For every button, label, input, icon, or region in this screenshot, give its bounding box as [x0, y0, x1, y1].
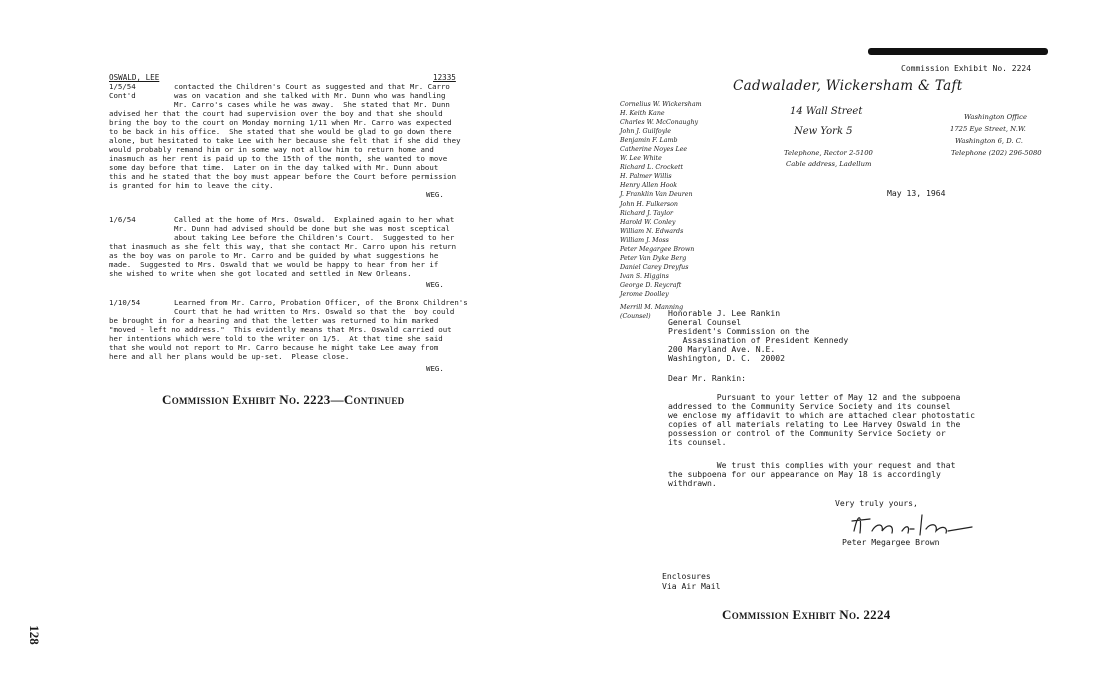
entry-line: Called at the home of Mrs. Oswald. Explained again to her what: [174, 215, 455, 224]
paragraph-line: we enclose my affidavit to which are attached clear photostatic: [668, 410, 975, 420]
partner-name: George D. Reycraft: [620, 281, 682, 289]
signature-mark: [848, 509, 988, 539]
partner-name: Cornelius W. Wickersham: [620, 101, 702, 108]
entry-line: advised her that the court had supervision over the boy and that she should: [109, 109, 443, 118]
washington-street: 1725 Eye Street, N.W.: [950, 125, 1026, 133]
addressee-line: Washington, D. C. 20002: [668, 353, 785, 363]
cable-address: Cable address, Ladellum: [786, 160, 872, 168]
partner-name: J. Franklin Van Deuren: [620, 191, 693, 199]
entry-line: Learned from Mr. Carro, Probation Officer, of the Bronx Children's: [174, 298, 468, 307]
address-line1: 14 Wall Street: [790, 106, 863, 117]
page-number: 128: [26, 625, 42, 645]
entry-line: made. Suggested to Mrs. Oswald that we would be happy to hear from her if: [109, 260, 439, 269]
washington-office: Washington Office: [964, 113, 1027, 121]
partner-name: W. Lee White: [620, 155, 662, 163]
entry-contd: Cont'd: [109, 91, 136, 100]
paragraph-line: withdrawn.: [668, 478, 717, 488]
entry-date: 1/5/54: [109, 82, 136, 91]
entry-initials: WEG.: [426, 190, 444, 199]
signer-name: Peter Megargee Brown: [842, 537, 940, 547]
washington-phone: Telephone (202) 296-5080: [951, 149, 1042, 157]
entry-line: to be back in his office. She stated that she would be glad to go down there: [109, 127, 452, 136]
partner-name: Benjamin F. Lamb: [620, 137, 678, 145]
paragraph-line: the subpoena for our appearance on May 18 is accordingly: [668, 469, 941, 479]
entry-line: Mr. Dunn had advised should be done but she was most sceptical: [174, 224, 450, 233]
partner-name: John J. Guilfoyle: [620, 128, 671, 136]
entry-line: some day before that time. Later on in the day talked with Mr. Dunn about: [109, 163, 439, 172]
entry-line: her intentions which were told to the writer on 1/5. At that time she said: [109, 334, 443, 343]
entry-line: as the boy was on parole to Mr. Carro and be guided by what suggestions he: [109, 251, 439, 260]
entry-line: inasmuch as her rent is paid up to the 15th of the month, she wanted to move: [109, 154, 448, 163]
addressee-line: Honorable J. Lee Rankin: [668, 308, 781, 318]
partner-name: H. Keith Kane: [620, 110, 665, 118]
left-caption: Commission Exhibit No. 2223—Continued: [162, 392, 405, 407]
partner-name: Richard J. Taylor: [620, 209, 674, 217]
entry-date: 1/10/54: [109, 298, 141, 307]
firm-name: Cadwalader, Wickersham & Taft: [733, 78, 963, 94]
entry-line: that inasmuch as she felt this way, that she contact Mr. Carro upon his return: [109, 242, 457, 251]
partner-name: Ivan S. Higgins: [620, 272, 669, 280]
entry-initials: WEG.: [426, 280, 444, 289]
addressee-line: General Counsel: [668, 317, 742, 327]
addressee-line: President's Commission on the: [668, 326, 810, 336]
partner-name: Henry Allen Hook: [620, 182, 678, 190]
header-bar: [868, 48, 1048, 55]
entry-line: be brought in for a hearing and that the letter was returned to him marked: [109, 316, 439, 325]
partner-name: Merrill M. Manning (Counsel): [620, 304, 684, 321]
via-air-mail: Via Air Mail: [662, 581, 721, 591]
entry-line: bring the boy to the court on Monday morning 1/11 when Mr. Carro was expected: [109, 118, 452, 127]
washington-city: Washington 6, D. C.: [955, 137, 1023, 145]
entry-line: is granted for him to leave the city.: [109, 181, 274, 190]
entry-line: alone, but hesitated to take Lee with her because she felt that if she did they: [109, 136, 461, 145]
paragraph-line: Pursuant to your letter of May 12 and the subpoena: [668, 392, 961, 402]
entry-line: Mr. Carro's cases while he was away. She stated that Mr. Dunn: [174, 100, 450, 109]
case-header-name: OSWALD, LEE: [109, 73, 160, 82]
entry-initials: WEG.: [426, 364, 444, 373]
entry-line: Court that he had written to Mrs. Oswald so that the boy could: [174, 307, 455, 316]
paragraph-line: possession or control of the Community Service Society or: [668, 428, 946, 438]
paragraph-line: copies of all materials relating to Lee Harvey Oswald in the: [668, 419, 961, 429]
paragraph-line: We trust this complies with your request and that: [668, 460, 956, 470]
entry-line: about taking Lee before the Children's Court. Suggested to her: [174, 233, 455, 242]
partner-name: H. Palmer Willis: [620, 173, 672, 181]
partner-name: Peter Van Dyke Berg: [620, 254, 687, 262]
partner-name: Harold W. Conley: [620, 218, 676, 226]
letter-date: May 13, 1964: [887, 188, 946, 198]
partner-name: Daniel Carey Dreyfus: [620, 263, 689, 271]
entry-line: would probably remand him or in some way not allow him to return home and: [109, 145, 434, 154]
partner-name: John H. Fulkerson: [620, 200, 678, 208]
entry-line: "moved - left no address." This evidently means that Mrs. Oswald carried out: [109, 325, 452, 334]
entry-line: contacted the Children's Court as suggested and that Mr. Carro: [174, 82, 450, 91]
closing: Very truly yours,: [835, 498, 918, 508]
entry-line: was on vacation and she talked with Mr. Dunn who was handling: [174, 91, 446, 100]
partner-name: Peter Megargee Brown: [620, 245, 695, 253]
partner-name: Richard L. Crockett: [620, 164, 684, 172]
partner-name: William N. Edwards: [620, 227, 684, 235]
telephone: Telephone, Rector 2-5100: [784, 149, 873, 157]
partner-name: Jerome Doolley: [620, 290, 669, 298]
addressee-line: Assassination of President Kennedy: [668, 335, 849, 345]
exhibit-top-label: Commission Exhibit No. 2224: [901, 64, 1032, 73]
paragraph-line: addressed to the Community Service Society and its counsel: [668, 401, 951, 411]
entry-line: she wished to write when she got located and settled in New Orleans.: [109, 269, 412, 278]
entry-line: this and he stated that the boy must appear before the Court before permission: [109, 172, 457, 181]
case-number: 12335: [433, 73, 456, 82]
partner-name: William J. Moss: [620, 236, 669, 244]
enclosures: Enclosures: [662, 571, 711, 581]
address-line2: New York 5: [794, 126, 853, 137]
entry-line: that she would not report to Mr. Carro because he might take Lee away from: [109, 343, 439, 352]
addressee-line: 200 Maryland Ave. N.E.: [668, 344, 776, 354]
right-caption: Commission Exhibit No. 2224: [722, 607, 891, 622]
partners-list: [620, 100, 730, 321]
salutation: Dear Mr. Rankin:: [668, 373, 746, 383]
entry-date: 1/6/54: [109, 215, 136, 224]
partner-name: Charles W. McConaughy: [620, 119, 699, 127]
entry-line: here and all her plans would be up-set. Please close.: [109, 352, 350, 361]
paragraph-line: its counsel.: [668, 437, 727, 447]
partner-name: Catherine Noyes Lee: [620, 146, 688, 154]
